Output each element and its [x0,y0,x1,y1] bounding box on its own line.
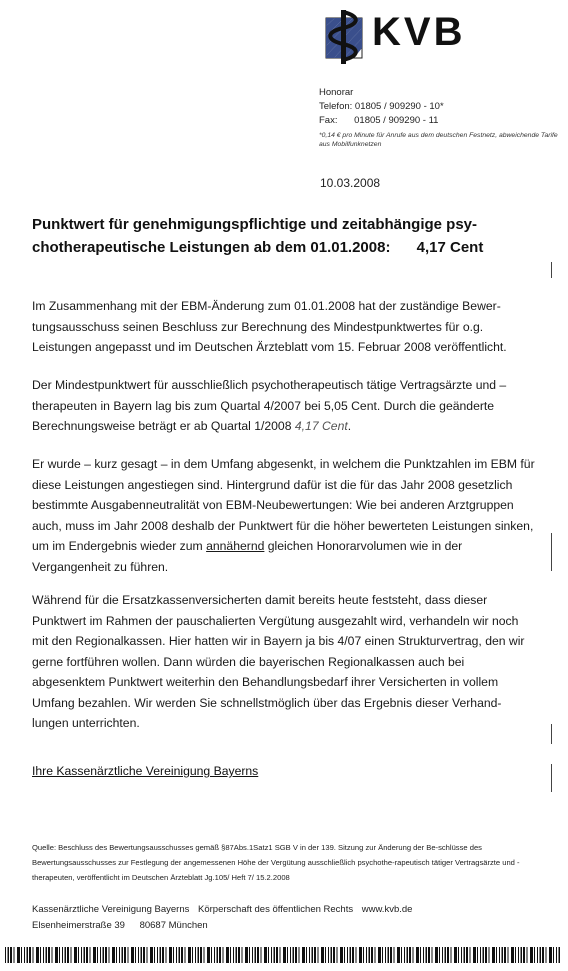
paragraph-min-value [32,375,537,437]
paragraph-ebm-change: Im Zusammenhang mit der EBM-Änderung zum 01.01.2008 hat der zuständige Bewer-tungsausschuss seinen Beschluss zur Berechnung des Mindestpunktwertes für o.g. Leistungen angepasst und im Deutschen Ärzteblatt vom 15. Februar 2008 veröffentlicht. [32,299,507,354]
footer-legal: Körperschaft des öffentlichen Rechts [198,904,354,915]
logo-wordmark: KVB [372,10,466,54]
source-note: Quelle: Beschluss des Bewertungsausschusses gemäß §87Abs.1Satz1 SGB V in der 139. Sitzung zur Änderung der Be-schlüsse des Bewertungsausschusses zur Festlegung der angemessenen Höhe der Vergütung ausschließlich psychothe-rapeutisch tätiger Vertragsärzte und - therapeuten, veröffentlicht im Deutschen Ärzteblatt Jg.105/ Heft 7/ 15.2.2008 [32,843,520,882]
barcode-icon [5,947,565,963]
title-value: 4,17 Cent [416,239,484,256]
highlighted-value: 4,17 Cent [294,419,348,433]
paragraph-min-value-text: Der Mindestpunktwert für ausschließlich psychotherapeutisch tätige Vertragsärzte und – therapeuten in Bayern lag bis zum Quartal 4/2007 bei 5,05 Cent. Durch die geänderte Berechnungsweise beträgt er ab Quartal 1/2008 [32,378,507,433]
fax-label: Fax: [319,115,338,126]
margin-mark [551,764,552,792]
footer-org: Kassenärztliche Vereinigung Bayerns [32,904,190,915]
fax-number: 01805 / 909290 - 11 [354,115,439,126]
margin-mark [551,262,552,278]
footer-web: www.kvb.de [361,904,413,915]
paragraph-negotiation: Während für die Ersatzkassenversicherten damit bereits heute feststeht, dass dieser Punktwert im Rahmen der pauschalierten Vergütung ausgezahlt wird, verhandeln wir noch mit den Regionalkassen. Hier hatten wir in Bayern ja bis 4/07 einen Strukturvertrag, den wir gerne fortführen wollen. Dann würden die bayerischen Regionalkassen auch bei abgesenktem Punktwert weiterhin den Behandlungsbedarf ihrer Versicherten in vollem Umfang bezahlen. Wir werden Sie schnellstmöglich über das Ergebnis dieser Verhand-lungen unterrichten. [32,593,525,730]
footer-address-line-1 [32,904,412,915]
paragraph-background-text: Er wurde – kurz gesagt – in dem Umfang abgesenkt, in welchem die Punktzahlen im EBM für diese Leistungen angestiegen sind. Hintergrund dafür ist die für das Jahr 2008 gesetzlich bestimmte Ausgabenneutralität von EBM-Neubewertungen: Wie bei anderen Arztgruppen auch, muss im Jahr 2008 deshalb der Punktwert für die höher bewerteten Leistungen sinken, um im Endergebnis wieder zum [32,457,535,553]
title-text: Punktwert für genehmigungspflichtige und zeitabhängige psy-chotherapeutische Leistungen ab dem 01.01.2008: [32,216,478,256]
paragraph-background-end: gleichen Honorarvolumen wie in der Vergangenheit zu führen. [32,539,463,574]
kvb-logo [320,8,490,64]
letter-date: 10.03.2008 [320,176,381,190]
footer-address-line-2 [32,920,208,931]
footer-city: 80687 München [139,920,208,931]
phone-number: Telefon: 01805 / 909290 - 10* [319,101,444,112]
kvb-emblem-icon [320,8,368,64]
signature: Ihre Kassenärztliche Vereinigung Bayerns [32,764,259,778]
margin-mark [551,533,552,571]
page-title [32,213,532,259]
footer-street: Elsenheimerstraße 39 [32,920,125,931]
tariff-note: *0,14 € pro Minute für Anrufe aus dem deutschen Festnetz, abweichende Tarife aus Mobilfunknetzen [319,132,558,148]
paragraph-background [32,454,537,577]
department-label: Honorar [319,87,354,98]
emphasized-word: annähernd [206,539,265,553]
margin-mark [551,724,552,744]
fax-row [319,115,438,126]
paragraph-min-value-end: . [347,419,352,433]
